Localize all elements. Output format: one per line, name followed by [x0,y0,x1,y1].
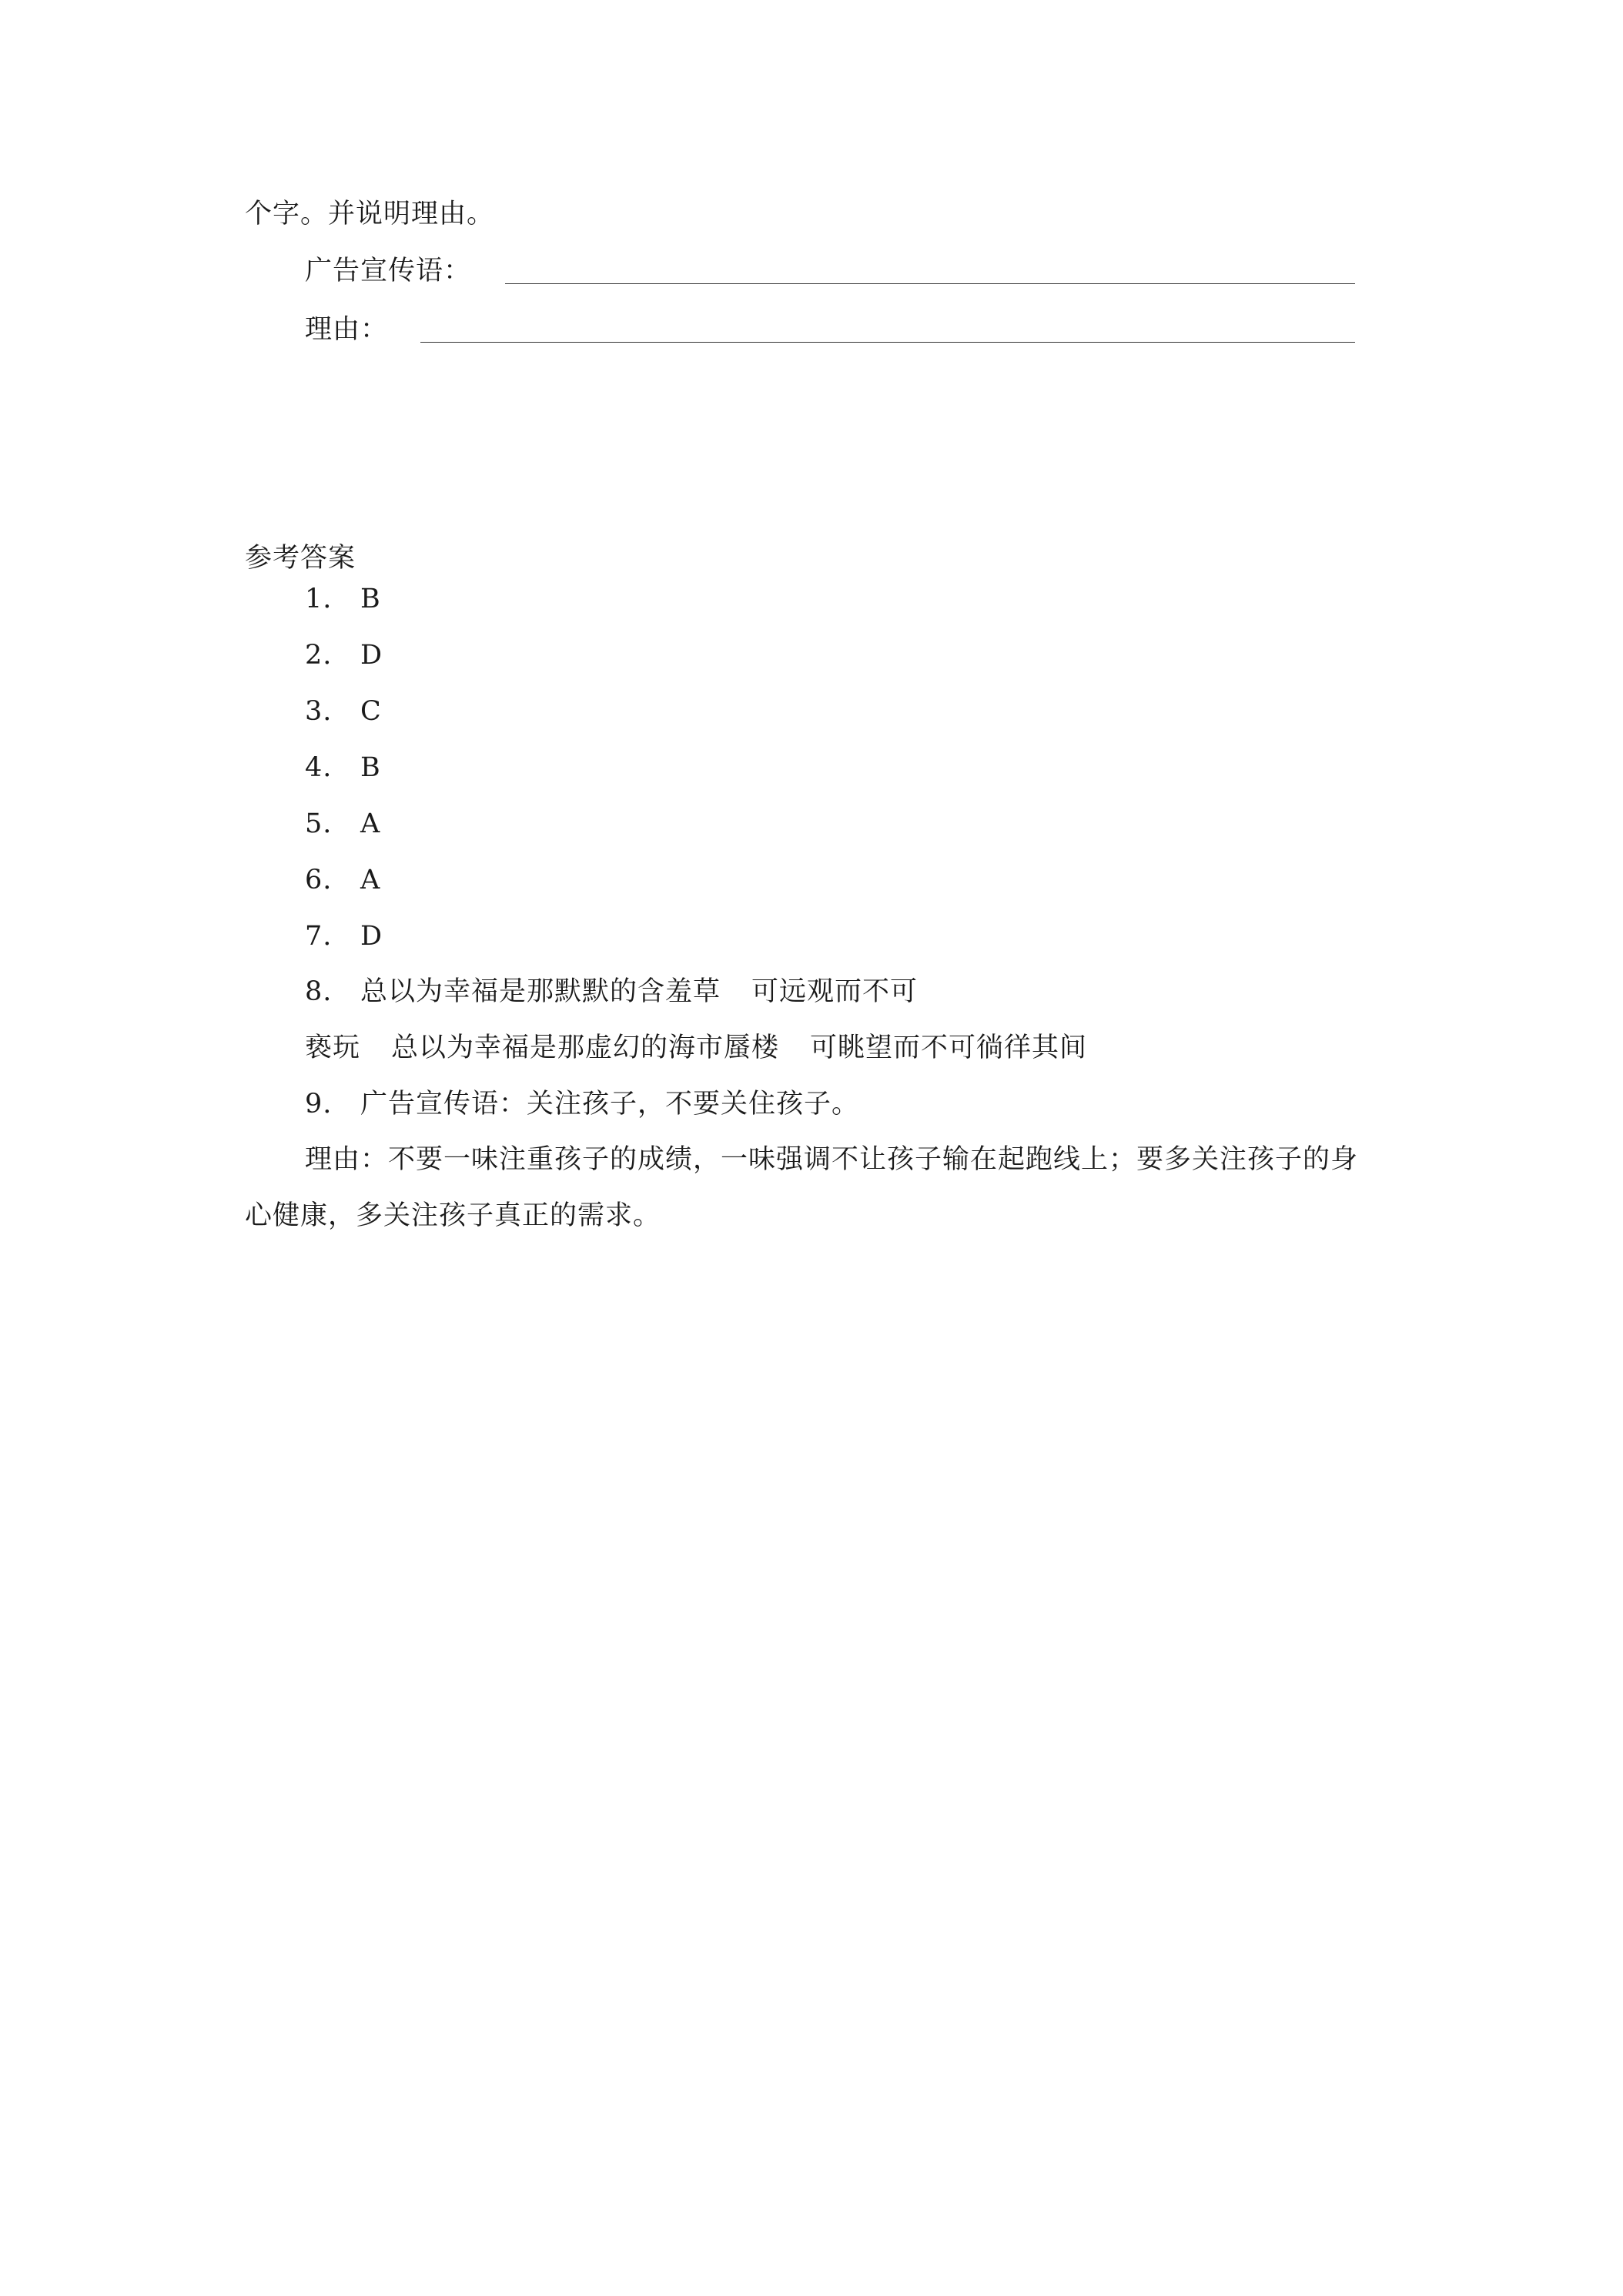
answer-item-9 [305,1087,859,1121]
answers-heading: 参考答案 [245,543,356,574]
answer-item [305,638,383,672]
answer-item-8 [305,975,918,1009]
answer-item [305,751,381,785]
answer-value: D [360,921,383,952]
q8-part1: 总以为幸福是那默默的含羞草 [360,976,721,1007]
answer-number: 2. [305,640,333,671]
q8-cont1: 亵玩 [305,1033,361,1063]
slogan-blank-line[interactable] [505,283,1355,284]
answer-item [305,582,381,616]
reason-label: 理由： [305,314,389,345]
answer-number: 9. [305,1089,333,1120]
answer-value: D [360,640,383,671]
answer-value: A [360,865,381,895]
answer-value: A [360,808,381,839]
answer-value: C [360,696,382,727]
q9-reason-line2: 心健康，多关注孩子真正的需求。 [245,1200,661,1231]
answer-item [305,919,383,953]
q8-cont3: 可眺望而不可徜徉其间 [810,1033,1088,1063]
answer-value: B [360,752,381,783]
slogan-label: 广告宣传语： [305,256,472,286]
answer-item [305,863,380,897]
q9-reason-line1: 理由：不要一味注重孩子的成绩，一味强调不让孩子输在起跑线上；要多关注孩子的身 [305,1144,1359,1175]
answer-value: B [360,584,381,614]
answer-item [305,694,382,728]
answer-number: 6. [305,865,333,895]
answer-number: 1. [305,584,333,614]
answer-item-8-continued [305,1031,1087,1065]
answer-number: 4. [305,752,333,783]
intro-continuation: 个字。并说明理由。 [245,199,495,229]
answer-number: 5. [305,808,333,839]
answer-number: 3. [305,696,333,727]
answer-number: 7. [305,921,333,952]
answer-number: 8. [305,976,333,1007]
q8-cont2: 总以为幸福是那虚幻的海市蜃楼 [391,1033,780,1063]
reason-blank-line[interactable] [420,342,1355,343]
answer-item [305,807,380,841]
q8-part2: 可远观而不可 [751,976,919,1007]
q9-slogan: 广告宣传语：关注孩子，不要关住孩子。 [360,1089,860,1120]
